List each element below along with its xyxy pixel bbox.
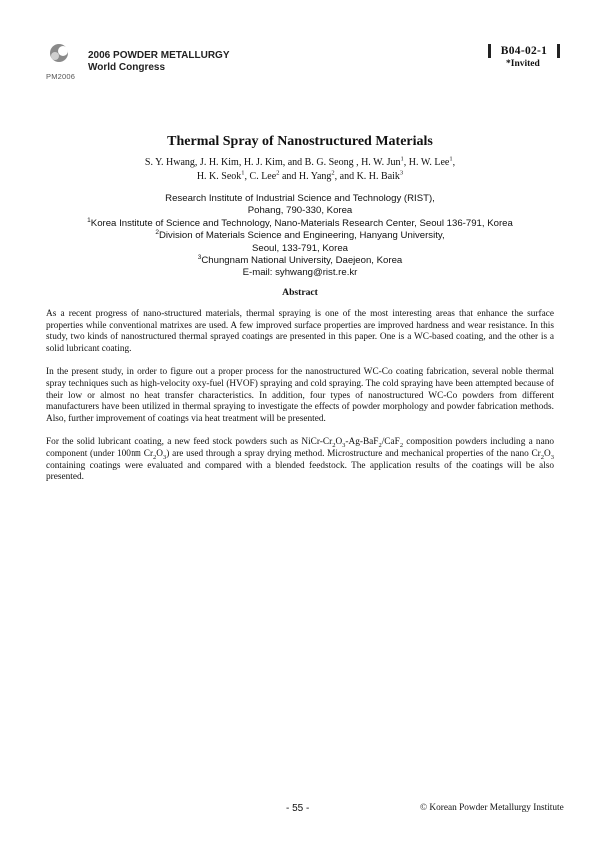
subscript: 2 xyxy=(399,442,404,450)
affiliation-0-line-1: Research Institute of Industrial Science and Technology (RIST), xyxy=(165,193,435,204)
subscript: 3 xyxy=(342,442,346,450)
text-run: O xyxy=(544,448,551,459)
author-sup: 2 xyxy=(276,169,280,177)
author: H. W. Jun xyxy=(361,157,401,168)
abstract-body xyxy=(46,309,554,496)
abstract-paragraph-2: In the present study, in order to figure out a proper process for the nanostructured WC-Co coating fabrication, several noble thermal spray techniques such as high-velocity oxy-fuel (HVOF) spraying and cold spraying. The cold spraying have been attempted because of their low or almost no heat transfer characteristics. In addition, four types of nanostructured WC-Co powders from different manufacturers have been utilized in thermal spraying to investigate the effects of powder morphology and powder fabrication methods. Also, further improvement of coatings via heat treatment will be presented. xyxy=(46,367,554,424)
subscript: 2 xyxy=(153,453,157,461)
affiliation-sup: 3 xyxy=(197,253,202,261)
author: H. W. Lee xyxy=(408,157,450,168)
subscript: 3 xyxy=(163,453,167,461)
contact-email: E-mail: syhwang@rist.re.kr xyxy=(242,267,358,279)
author: C. Lee xyxy=(249,170,277,182)
author: S. Y. Hwang xyxy=(144,157,195,168)
logo-text: PM2006 xyxy=(46,72,76,81)
paper-title: Thermal Spray of Nanostructured Materials xyxy=(167,134,433,149)
subscript: 2 xyxy=(540,453,545,461)
author: J. H. Kim xyxy=(199,157,239,168)
affiliation-3-text: Chungnam National University, Daejeon, Korea xyxy=(201,255,403,267)
affiliation-sup: 1 xyxy=(87,216,91,224)
conference-name xyxy=(88,50,230,74)
affiliation-2-line-2: Seoul, 133-791, Korea xyxy=(251,242,348,254)
code-bar-left xyxy=(488,44,491,58)
affiliation-3 xyxy=(0,255,600,267)
text-run: /CaF xyxy=(381,437,400,448)
text-run: composition powders including a nano component (under 100㎚ Cr xyxy=(46,437,554,459)
copyright-notice: © Korean Powder Metallurgy Institute xyxy=(420,803,564,813)
author-sup: 2 xyxy=(331,169,335,177)
paper-code-box xyxy=(488,43,560,59)
text-run: containing coatings were evaluated and compared with a blended feedstock. The application results of the coatings will be also presented. xyxy=(46,460,554,483)
text-run: For the solid lubricant coating, a new feed stock powders such as NiCr-Cr xyxy=(46,437,333,448)
author-sup: 1 xyxy=(449,155,453,163)
author: H. K. Seok xyxy=(196,170,242,182)
text-run: ) are used through a spray drying method. Microstructure and mechanical properties of the nano Cr xyxy=(166,448,541,459)
text-run: O xyxy=(335,437,343,448)
abstract-paragraph-3 xyxy=(46,437,554,483)
author-line-1: S. Y. Hwang, J. H. Kim, H. J. Kim, and B. G. Seong , H. W. Jun$^1$, H. W. Lee$^1$, xyxy=(144,155,456,168)
affiliation-sup: 2 xyxy=(155,229,159,237)
affiliation-0-line-2: Pohang, 790-330, Korea xyxy=(247,205,353,217)
affiliation-2-text: Division of Materials Science and Engineering, Hanyang University, xyxy=(158,230,445,242)
affiliation-1 xyxy=(0,218,600,230)
author: H. J. Kim xyxy=(243,157,283,168)
affiliations xyxy=(0,193,600,280)
author-list xyxy=(0,156,600,183)
page-number: - 55 - xyxy=(286,803,310,814)
affiliation-1-text: Korea Institute of Science and Technology, Nano-Materials Research Center, Seoul 136-791, Korea xyxy=(90,217,513,229)
conference-line-2: World Congress xyxy=(88,62,166,73)
subscript: 2 xyxy=(378,442,382,450)
conference-line-1: 2006 POWDER METALLURGY xyxy=(88,50,230,61)
subscript: 3 xyxy=(550,453,554,461)
author: and B. G. Seong xyxy=(287,157,354,168)
author-sup: 1 xyxy=(241,169,245,177)
author: and H. Yang xyxy=(281,170,332,182)
invited-label: *Invited xyxy=(506,59,540,69)
affiliation-2-line-1 xyxy=(0,230,600,242)
author-sup: 3 xyxy=(399,169,404,177)
abstract-heading: Abstract xyxy=(282,287,318,298)
subscript: 2 xyxy=(332,442,336,450)
author-sup: 1 xyxy=(400,155,404,163)
paper-code: B04-02-1 xyxy=(500,45,548,57)
text-run: O xyxy=(156,448,164,459)
author-line-2: H. K. Seok$^1$, C. Lee$^2$ and H. Yang$^2$, and K. H. Baik$^3$ xyxy=(196,169,404,182)
code-bar-right xyxy=(557,44,560,58)
author: and K. H. Baik xyxy=(339,170,400,182)
text-run: -Ag-BaF xyxy=(345,437,379,448)
abstract-paragraph-1: As a recent progress of nano-structured materials, thermal spraying is one of the most interesting areas that enhance the surface properties while conventional matrixes are used. A few improved surface properties are improved hardness and wear resistance. In this study, two kinds of nanostructured thermal sprayed coatings are presented in this paper. One is a WC-based coating, and the other is a solid lubricant coating. xyxy=(46,309,554,354)
